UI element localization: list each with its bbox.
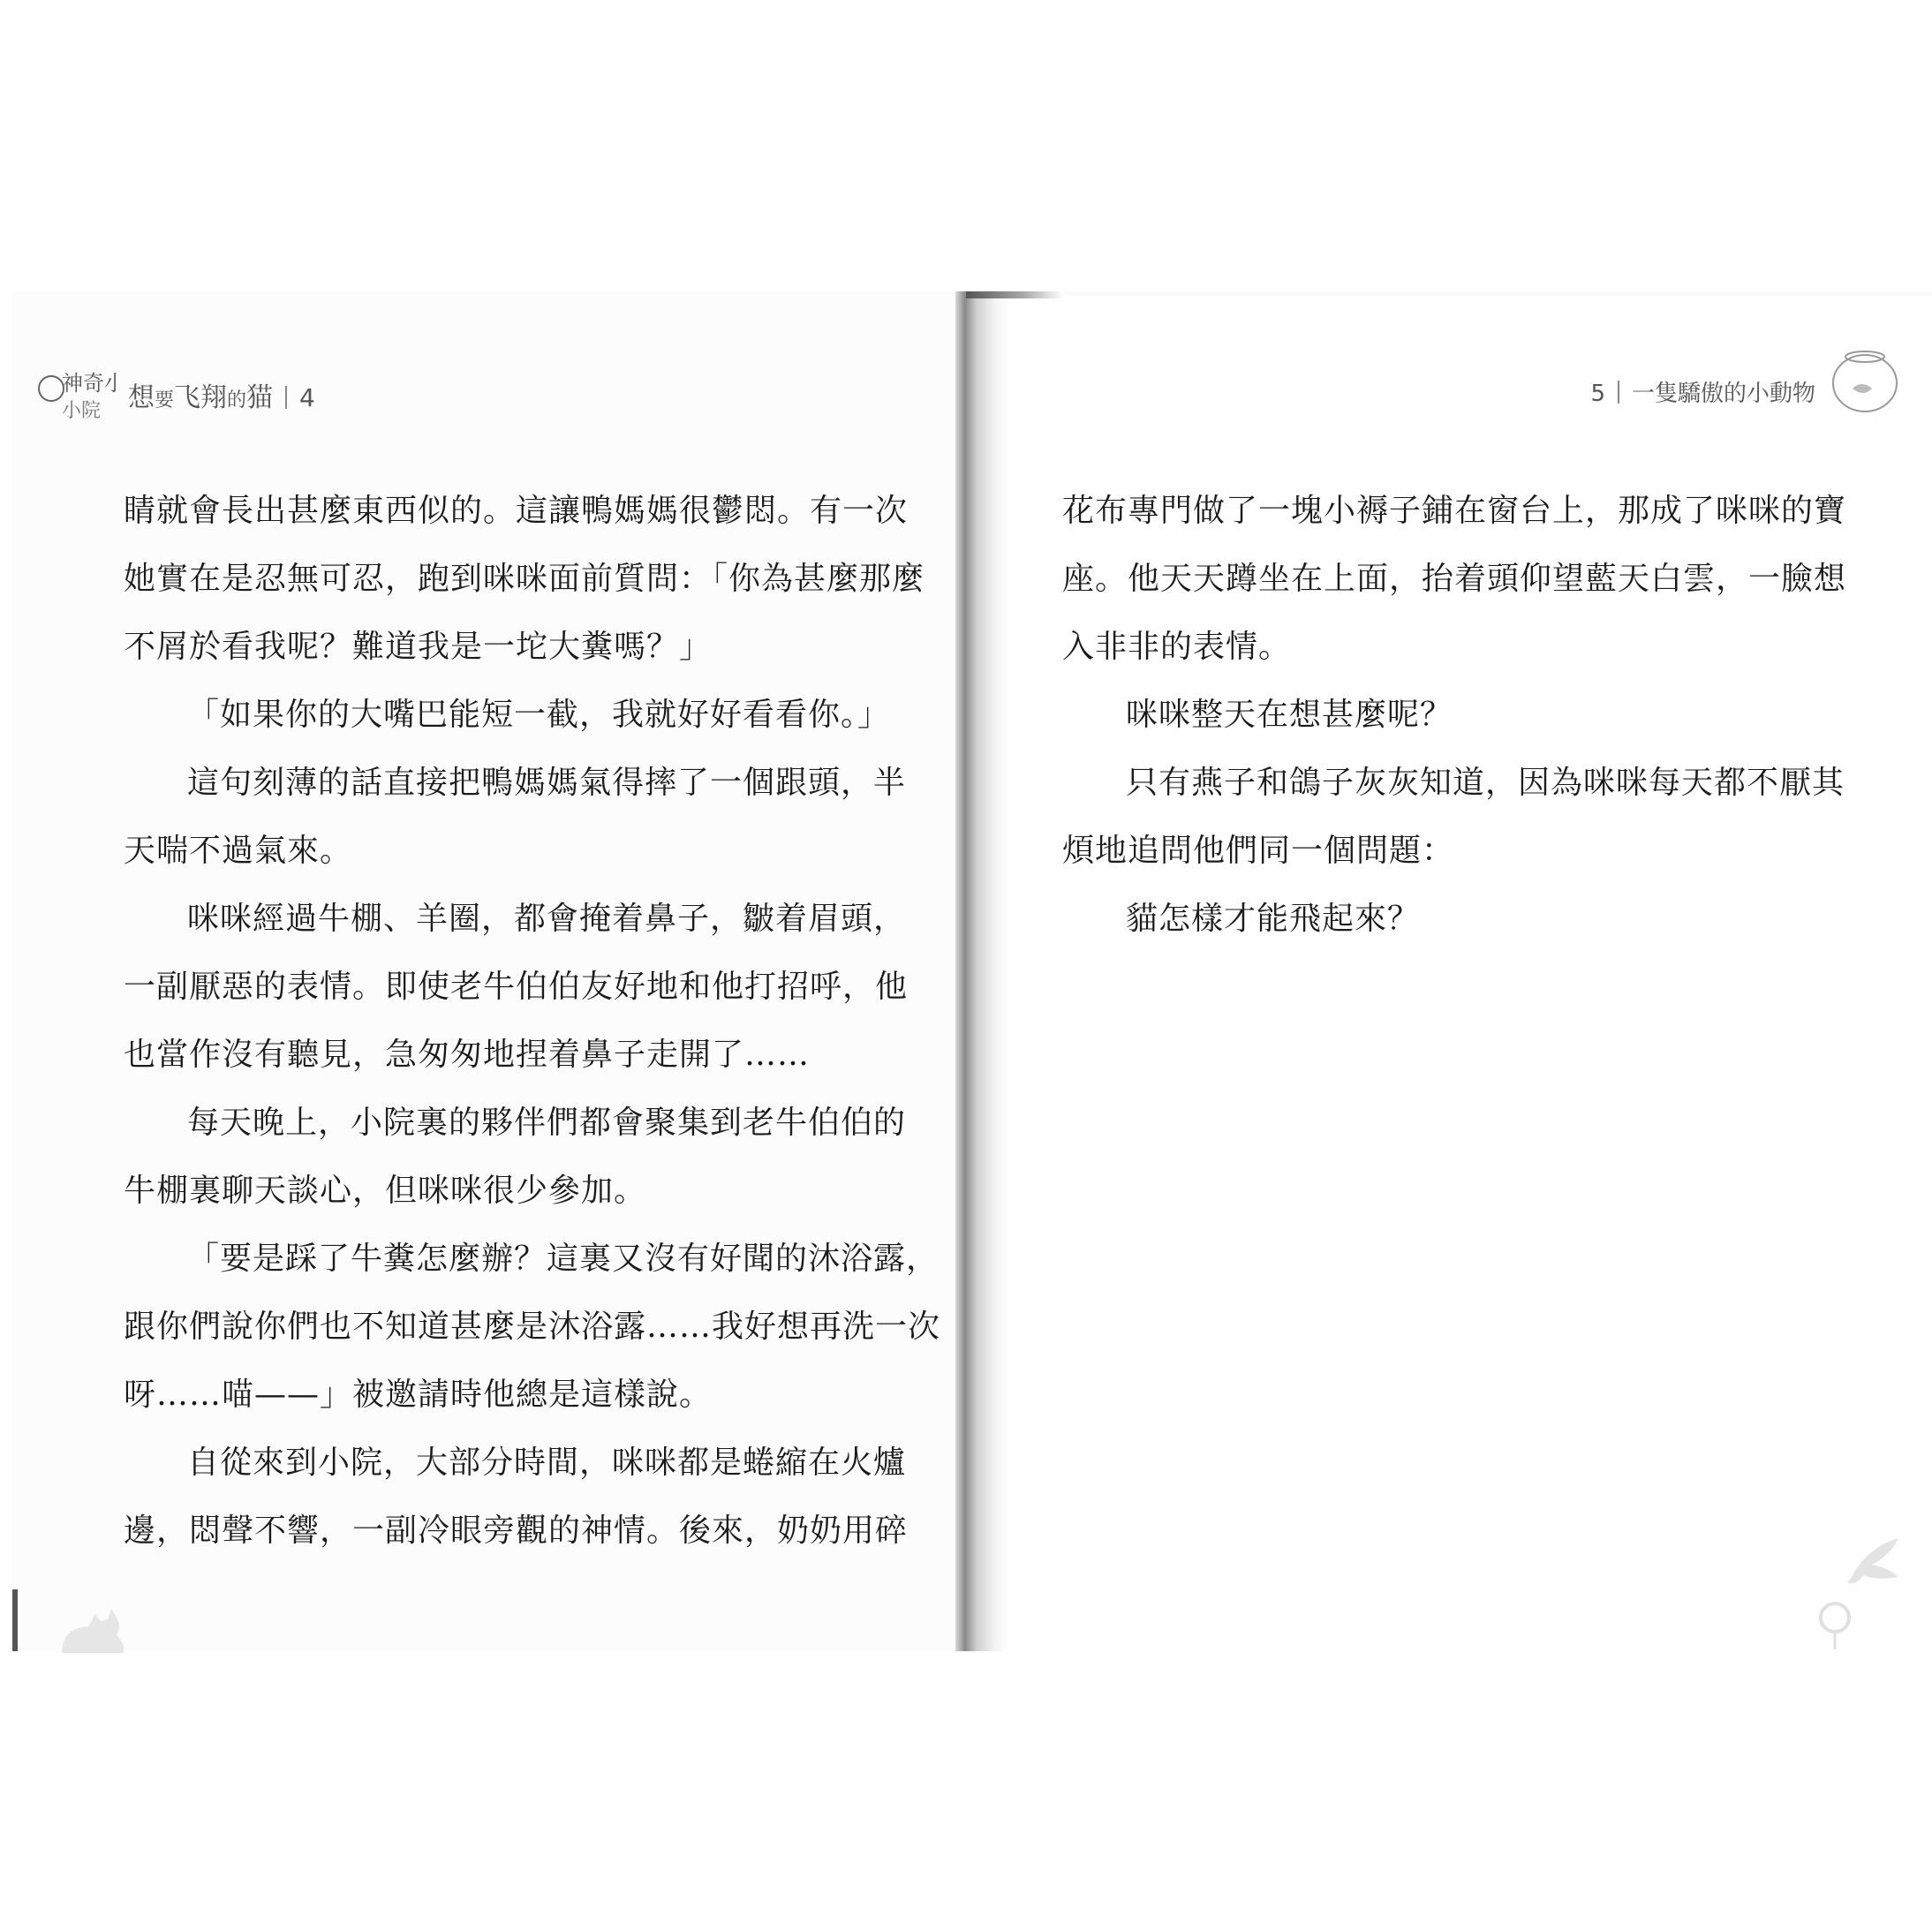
text-line: 睛就會長出甚麼東西似的。這讓鴨媽媽很鬱悶。有一次 [124,493,909,529]
title-part: 猫 [246,382,274,413]
title-part: 的 [227,389,247,411]
text-line: 也當作沒有聽見，急匆匆地捏着鼻子走開了…… [124,1037,811,1073]
bird-flower-icon [1801,1536,1907,1651]
text-line: 入非非的表情。 [1062,629,1292,665]
text-line: 不屑於看我呢？難道我是一坨大糞嗎？」 [124,629,713,665]
right-page-text [1062,490,1847,966]
text-line: 自從來到小院，大部分時間，咪咪都是蜷縮在火爐 [187,1445,907,1481]
gutter-shadow [966,291,1063,298]
series-logo-text-top: 神奇小 [62,371,117,396]
text-line: 邊，悶聲不響，一副冷眼旁觀的神情。後來，奶奶用碎 [124,1513,909,1549]
text-line: 一副厭惡的表情。即使老牛伯伯友好地和他打招呼，他 [124,969,909,1005]
book-title-header [128,375,315,414]
left-page-text [124,490,941,1578]
text-line: 這句刻薄的話直接把鴨媽媽氣得摔了一個跟頭，半 [187,765,907,801]
title-part: 要 [155,389,175,411]
title-part: 飞翔 [174,382,228,413]
fishbowl-icon [1828,344,1903,415]
book-gutter [955,291,1008,1651]
page-edge [12,1589,18,1651]
chapter-header [1590,375,1815,408]
right-page-number: 5 [1590,381,1605,407]
text-line: 她實在是忍無可忍，跑到咪咪面前質問：「你為甚麼那麼 [124,561,925,597]
title-part: 想 [128,382,155,413]
text-line: 天喘不過氣來。 [124,833,353,869]
series-logo-icon [35,362,117,426]
text-line: 牛棚裏聊天談心，但咪咪很少參加。 [124,1173,647,1209]
chapter-title: 一隻驕傲的小動物 [1631,381,1815,407]
text-line: 「如果你的大嘴巴能短一截，我就好好看看你。」 [187,697,891,733]
text-line: 花布專門做了一塊小褥子鋪在窗台上，那成了咪咪的寶 [1062,493,1847,529]
text-line: 貓怎樣才能飛起來？ [1126,901,1421,937]
text-line: 咪咪經過牛棚、羊圈，都會掩着鼻子，皺着眉頭， [187,901,907,937]
text-line: 座。他天天蹲坐在上面，抬着頭仰望藍天白雲，一臉想 [1062,561,1847,597]
text-line: 每天晚上，小院裏的夥伴們都會聚集到老牛伯伯的 [187,1105,907,1141]
cat-silhouette-icon [53,1598,132,1653]
svg-text:小院: 小院 [62,400,102,422]
left-page-number: 4 [299,383,315,412]
text-line: 跟你們說你們也不知道甚麼是沐浴露……我好想再洗一次 [124,1309,941,1345]
text-line: 呀……喵——」被邀請時他總是這樣說。 [124,1377,713,1413]
text-line: 咪咪整天在想甚麼呢？ [1126,697,1453,733]
text-line: 「要是踩了牛糞怎麼辦？這裏又沒有好聞的沐浴露， [187,1241,940,1277]
header-divider [1618,381,1619,404]
text-line: 只有燕子和鴿子灰灰知道，因為咪咪每天都不厭其 [1126,765,1845,801]
header-divider [285,386,287,409]
text-line: 煩地追問他們同一個問題： [1062,833,1455,869]
